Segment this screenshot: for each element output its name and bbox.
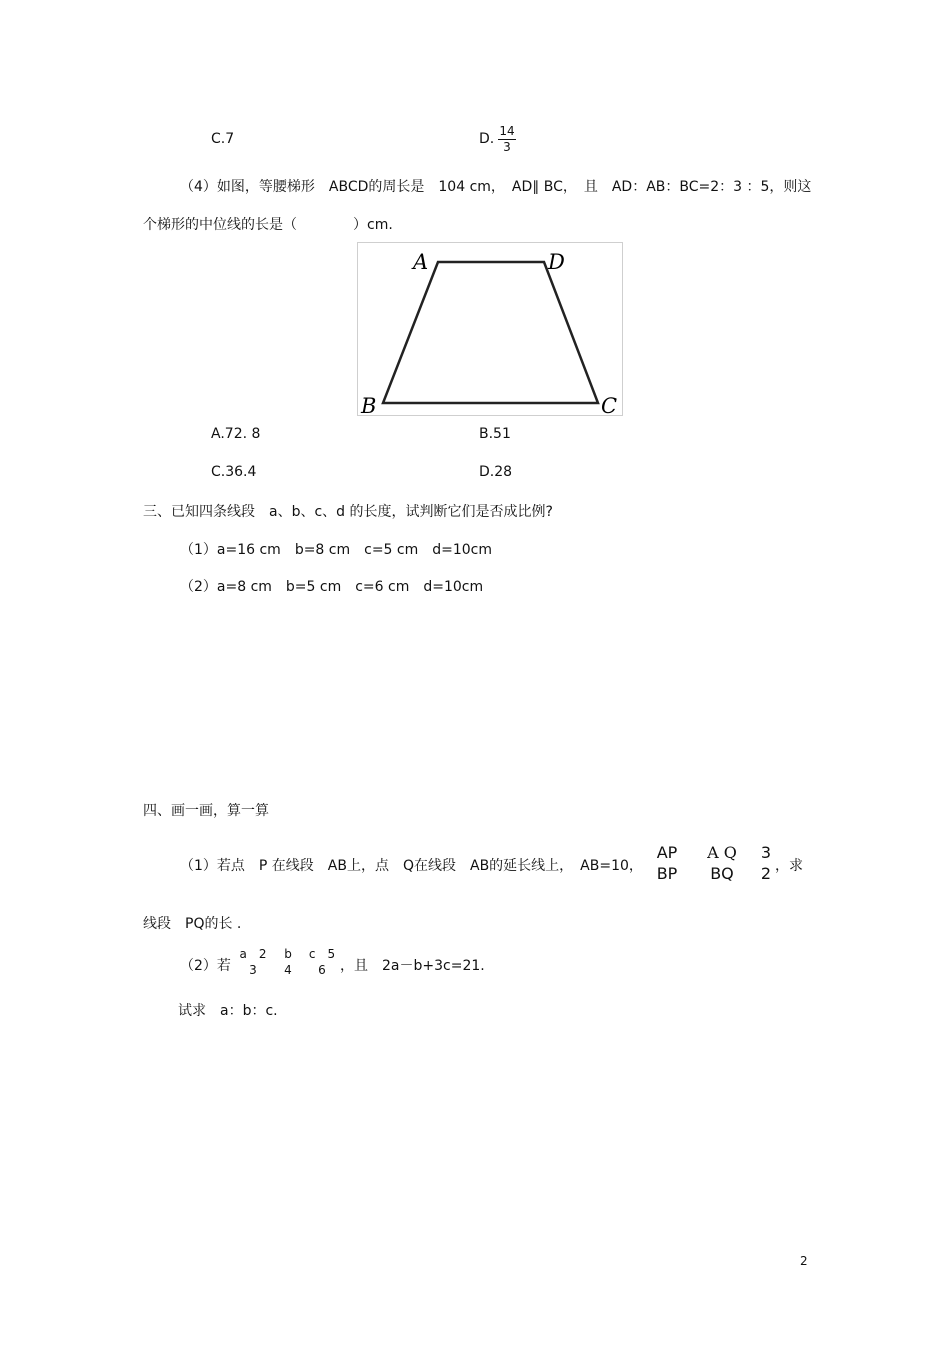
fraction-denominator: BP	[656, 863, 678, 883]
fraction-numerator: A Q	[707, 843, 737, 862]
section3-title: 三、已知四条线段 a、b、c、d 的长度，试判断它们是否成比例?	[143, 504, 553, 520]
vertex-label-a: A	[413, 250, 429, 274]
fraction-numerator: 14	[499, 124, 515, 138]
fraction-denominator: 2	[760, 863, 772, 883]
q4-text-line1: （4）如图，等腰梯形 ABCD的周长是 104 cm， AD∥ BC， 且 AD：AB：BC=2：3 ：5，则这	[180, 179, 812, 195]
option-d-q3-prefix: D.	[479, 131, 495, 147]
section4-q2-line2: 试求 a：b：c.	[178, 1003, 278, 1019]
fraction-denominator: 4	[284, 963, 292, 978]
vertex-label-d: D	[548, 250, 565, 274]
fraction-3-2	[758, 844, 774, 882]
section4-q2-tail: ，且 2a－b+3c=21.	[340, 958, 485, 974]
fraction-c-plus-5-over-6	[306, 948, 338, 977]
fraction-denominator: BQ	[710, 863, 734, 883]
section4-q1-tail: ，求	[775, 858, 803, 874]
q4-option-b: B.51	[479, 426, 511, 442]
vertex-label-b: B	[361, 394, 377, 415]
trapezoid-figure	[357, 242, 623, 416]
option-c-q3: C.7	[211, 131, 235, 147]
fraction-denominator: 3	[503, 140, 511, 155]
vertex-label-c: C	[601, 394, 618, 415]
page-number: 2	[800, 1254, 808, 1268]
trapezoid-shape	[383, 262, 598, 403]
section4-q1-text: （1）若点 P 在线段 AB上，点 Q在线段 AB的延长线上， AB=10，	[180, 858, 643, 874]
fraction-ap-bp	[652, 844, 682, 882]
fraction-denominator: 3	[249, 963, 257, 978]
fraction-a-plus-2-over-3	[238, 948, 268, 977]
trapezoid-svg	[358, 243, 622, 415]
fraction-b-over-4	[280, 948, 296, 977]
fraction-numerator: b	[284, 947, 292, 961]
fraction-numerator: c 5	[308, 947, 336, 961]
section4-q2-prefix: （2）若	[180, 958, 231, 974]
fraction-aq-bq	[704, 844, 740, 882]
fraction-denominator: 6	[318, 963, 326, 978]
section3-item1: （1）a=16 cm b=8 cm c=5 cm d=10cm	[180, 542, 493, 558]
q4-option-d: D.28	[479, 464, 513, 480]
option-d-q3-fraction	[498, 125, 516, 154]
q4-option-a: A.72. 8	[211, 426, 261, 442]
fraction-numerator: 3	[760, 843, 772, 862]
section4-q1-line2: 线段 PQ的长 .	[143, 916, 242, 932]
fraction-numerator: a 2	[239, 947, 267, 961]
q4-option-c: C.36.4	[211, 464, 257, 480]
q4-text-line2: 个梯形的中位线的长是（ ）cm.	[143, 217, 393, 233]
section4-title: 四、画一画，算一算	[143, 803, 269, 819]
fraction-numerator: AP	[656, 843, 678, 862]
section3-item2: （2）a=8 cm b=5 cm c=6 cm d=10cm	[180, 579, 484, 595]
